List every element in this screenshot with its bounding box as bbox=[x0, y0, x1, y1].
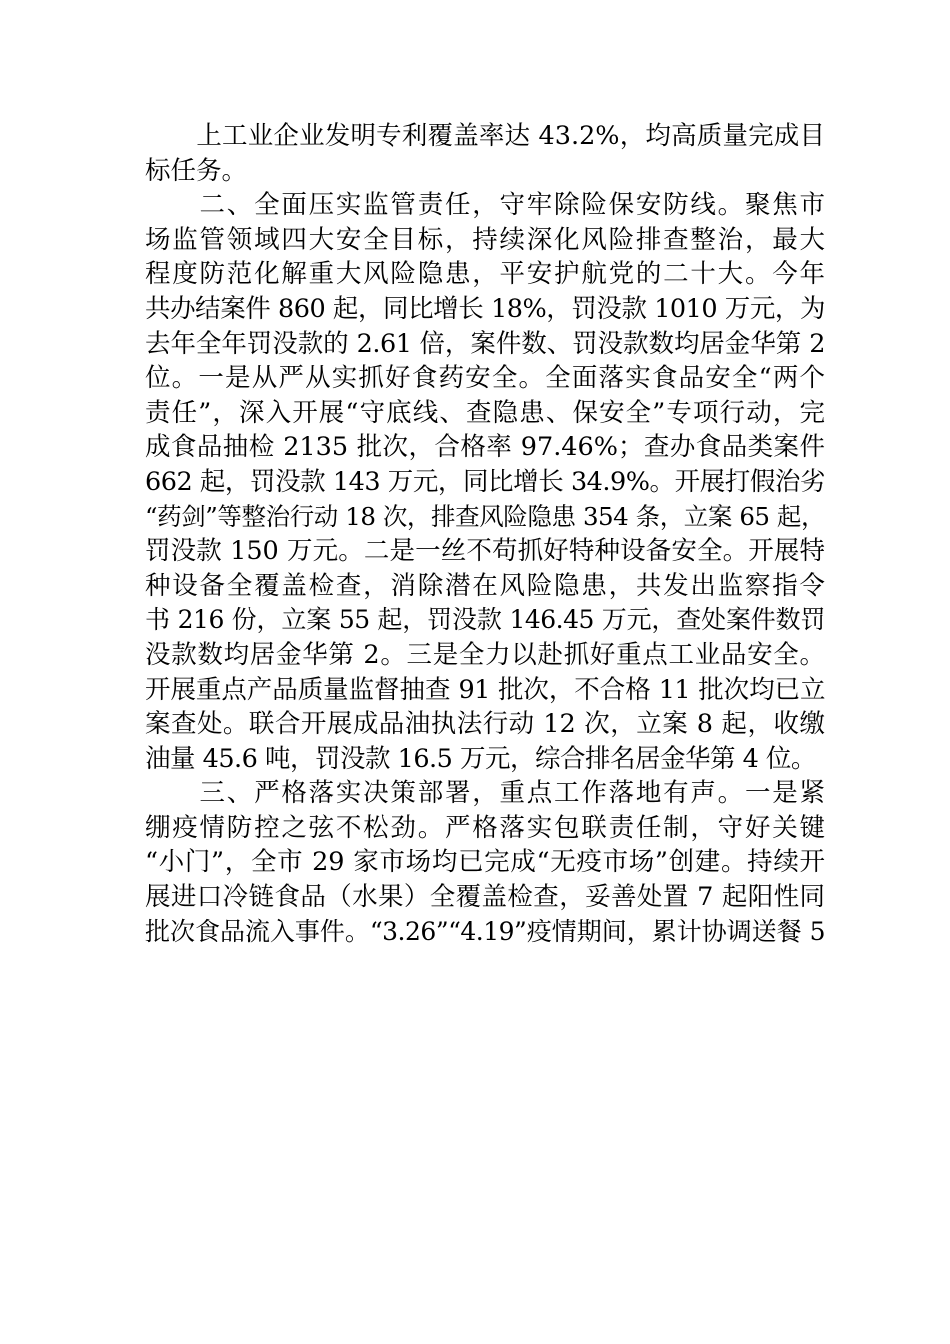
text-line: 二、全面压实监管责任，守牢除险保安防线。聚焦市 bbox=[145, 190, 825, 221]
text-line: 绷疫情防控之弦不松劲。严格落实包联责任制，守好关键 bbox=[145, 812, 825, 843]
text-line: 标任务。 bbox=[145, 155, 248, 186]
text-line: 案查处。联合开展成品油执法行动 12 次，立案 8 起，收缴 bbox=[145, 709, 825, 740]
text-line: 上工业企业发明专利覆盖率达 43.2%，均高质量完成目 bbox=[145, 121, 825, 151]
text-line: 成食品抽检 2135 批次，合格率 97.46%；查办食品类案件 bbox=[145, 432, 825, 463]
text-line: 责任”，深入开展“守底线、查隐患、保安全”专项行动，完 bbox=[145, 397, 825, 428]
text-line: 场监管领域四大安全目标，持续深化风险排查整治，最大 bbox=[145, 224, 825, 255]
text-line: 书 216 份，立案 55 起，罚没款 146.45 万元，查处案件数罚 bbox=[145, 605, 825, 635]
text-line: 没款数均居金华第 2。三是全力以赴抓好重点工业品安全。 bbox=[145, 639, 825, 670]
text-line: 油量 45.6 吨，罚没款 16.5 万元，综合排名居金华第 4 位。 bbox=[145, 743, 816, 774]
text-line: 罚没款 150 万元。二是一丝不苟抓好特种设备安全。开展特 bbox=[145, 536, 825, 567]
text-line: 共办结案件 860 起，同比增长 18%，罚没款 1010 万元，为 bbox=[145, 293, 825, 324]
text-line: 去年全年罚没款的 2.61 倍，案件数、罚没款数均居金华第 2 bbox=[145, 328, 825, 359]
text-line: 三、严格落实决策部署，重点工作落地有声。一是紧 bbox=[145, 778, 825, 809]
text-line: 662 起，罚没款 143 万元，同比增长 34.9%。开展打假治劣 bbox=[145, 466, 825, 497]
text-line: 位。一是从严从实抓好食药安全。全面落实食品安全“两个 bbox=[145, 363, 825, 394]
text-line: 程度防范化解重大风险隐患，平安护航党的二十大。今年 bbox=[145, 259, 825, 290]
body-text bbox=[145, 119, 825, 949]
text-line: 批次食品流入事件。“3.26”“4.19”疫情期间，累计协调送餐 5 bbox=[145, 916, 825, 946]
text-line: 开展重点产品质量监督抽查 91 批次，不合格 11 批次均已立 bbox=[145, 674, 825, 705]
text-line: 种设备全覆盖检查，消除潜在风险隐患，共发出监察指令 bbox=[145, 570, 825, 601]
text-line: “药剑”等整治行动 18 次，排查风险隐患 354 条，立案 65 起， bbox=[145, 501, 825, 531]
text-line: “小门”，全市 29 家市场均已完成“无疫市场”创建。持续开 bbox=[145, 847, 825, 878]
text-line: 展进口冷链食品（水果）全覆盖检查，妥善处置 7 起阳性同 bbox=[145, 882, 825, 913]
